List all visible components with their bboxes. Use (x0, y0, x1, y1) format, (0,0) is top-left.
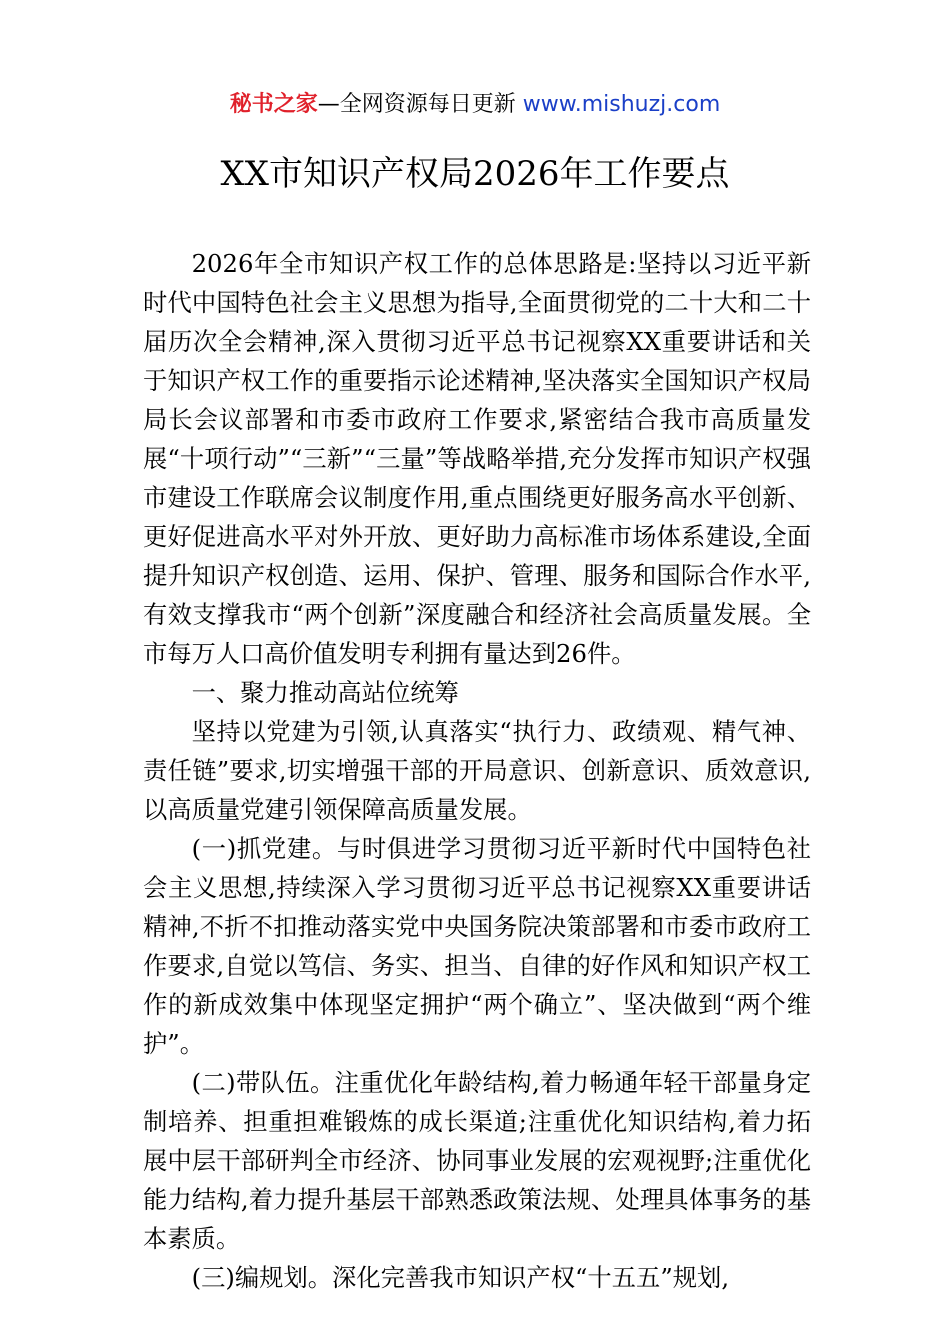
paragraph-section-1-lead: 坚持以党建为引领,认真落实“执行力、政绩观、精气神、责任链”要求,切实增强干部的开局意识、创新意识、质效意识,以高质量党建引领保障高质量发展。 (143, 717, 811, 824)
section-heading-1: 一、聚力推动高站位统筹 (191, 678, 459, 707)
document-body (143, 244, 811, 1297)
paragraph-item-3: (三)编规划。深化完善我市知识产权“十五五”规划, (191, 1263, 730, 1292)
site-url-link[interactable]: www.mishuzj.com (522, 92, 721, 117)
paragraph-intro: 2026年全市知识产权工作的总体思路是:坚持以习近平新时代中国特色社会主义思想为指导,全面贯彻党的二十大和二十届历次全会精神,深入贯彻习近平总书记视察XX重要讲话和关于知识产权工作的重要指示论述精神,坚决落实全国知识产权局局长会议部署和市委市政府工作要求,紧密结合我市高质量发展“十项行动”“三新”“三量”等战略举措,充分发挥市知识产权强市建设工作联席会议制度作用,重点围绕更好服务高水平创新、更好促进高水平对外开放、更好助力高标准市场体系建设,全面提升知识产权创造、运用、保护、管理、服务和国际合作水平,有效支撑我市“两个创新”深度融合和经济社会高质量发展。全市每万人口高价值发明专利拥有量达到26件。 (143, 249, 811, 668)
document-title: XX市知识产权局2026年工作要点 (220, 154, 730, 194)
site-brand: 秘书之家 (229, 92, 318, 117)
paragraph-item-1: (一)抓党建。与时俱进学习贯彻习近平新时代中国特色社会主义思想,持续深入学习贯彻习近平总书记视察XX重要讲话精神,不折不扣推动落实党中央国务院决策部署和市委市政府工作要求,自觉以笃信、务实、担当、自律的好作风和知识产权工作的新成效集中体现坚定拥护“两个确立”、坚决做到“两个维护”。 (143, 834, 811, 1058)
site-banner (0, 88, 950, 122)
site-tagline: —全网资源每日更新 (317, 92, 516, 117)
paragraph-item-2: (二)带队伍。注重优化年龄结构,着力畅通年轻干部量身定制培养、担重担难锻炼的成长渠道;注重优化知识结构,着力拓展中层干部研判全市经济、协同事业发展的宏观视野;注重优化能力结构,着力提升基层干部熟悉政策法规、处理具体事务的基本素质。 (143, 1068, 811, 1253)
